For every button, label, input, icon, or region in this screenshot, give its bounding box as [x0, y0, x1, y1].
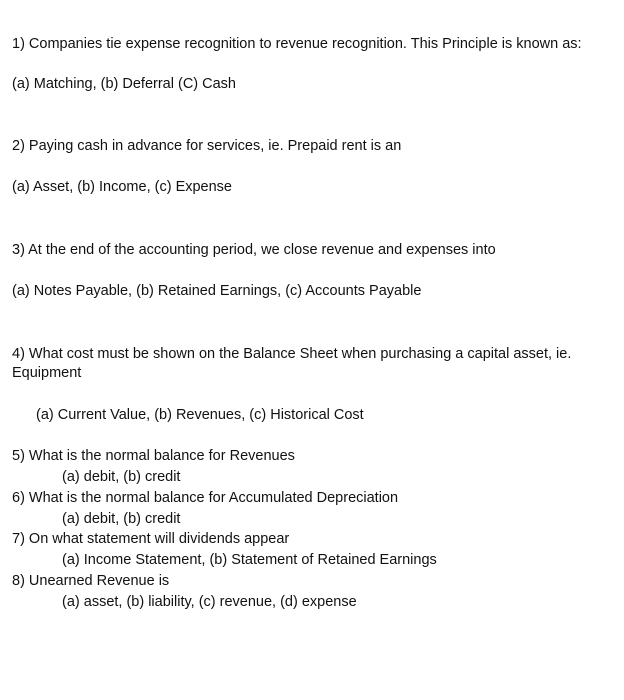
question-8-options: (a) asset, (b) liability, (c) revenue, (d) expense [62, 594, 357, 610]
question-7-options: (a) Income Statement, (b) Statement of Retained Earnings [62, 552, 437, 568]
question-6-prompt: 6) What is the normal balance for Accumulated Depreciation [12, 490, 399, 506]
question-5-prompt: 5) What is the normal balance for Revenues [12, 448, 295, 464]
question-7-prompt: 7) On what statement will dividends appear [12, 531, 290, 547]
question-5-options: (a) debit, (b) credit [62, 469, 181, 485]
question-1-options: (a) Matching, (b) Deferral (C) Cash [12, 76, 236, 92]
question-2-options: (a) Asset, (b) Income, (c) Expense [12, 179, 232, 195]
question-3-prompt: 3) At the end of the accounting period, we close revenue and expenses into [12, 242, 496, 258]
question-3-options: (a) Notes Payable, (b) Retained Earnings, (c) Accounts Payable [12, 283, 422, 299]
question-8-prompt: 8) Unearned Revenue is [12, 573, 170, 589]
question-4-options: (a) Current Value, (b) Revenues, (c) Historical Cost [36, 407, 364, 423]
question-1-prompt: 1) Companies tie expense recognition to revenue recognition. This Principle is known as: [12, 36, 582, 52]
question-4-prompt-line2: Equipment [12, 365, 82, 381]
question-4-prompt-line1: 4) What cost must be shown on the Balance Sheet when purchasing a capital asset, ie. [12, 346, 572, 362]
question-6-options: (a) debit, (b) credit [62, 511, 181, 527]
question-2-prompt: 2) Paying cash in advance for services, ie. Prepaid rent is an [12, 138, 402, 154]
